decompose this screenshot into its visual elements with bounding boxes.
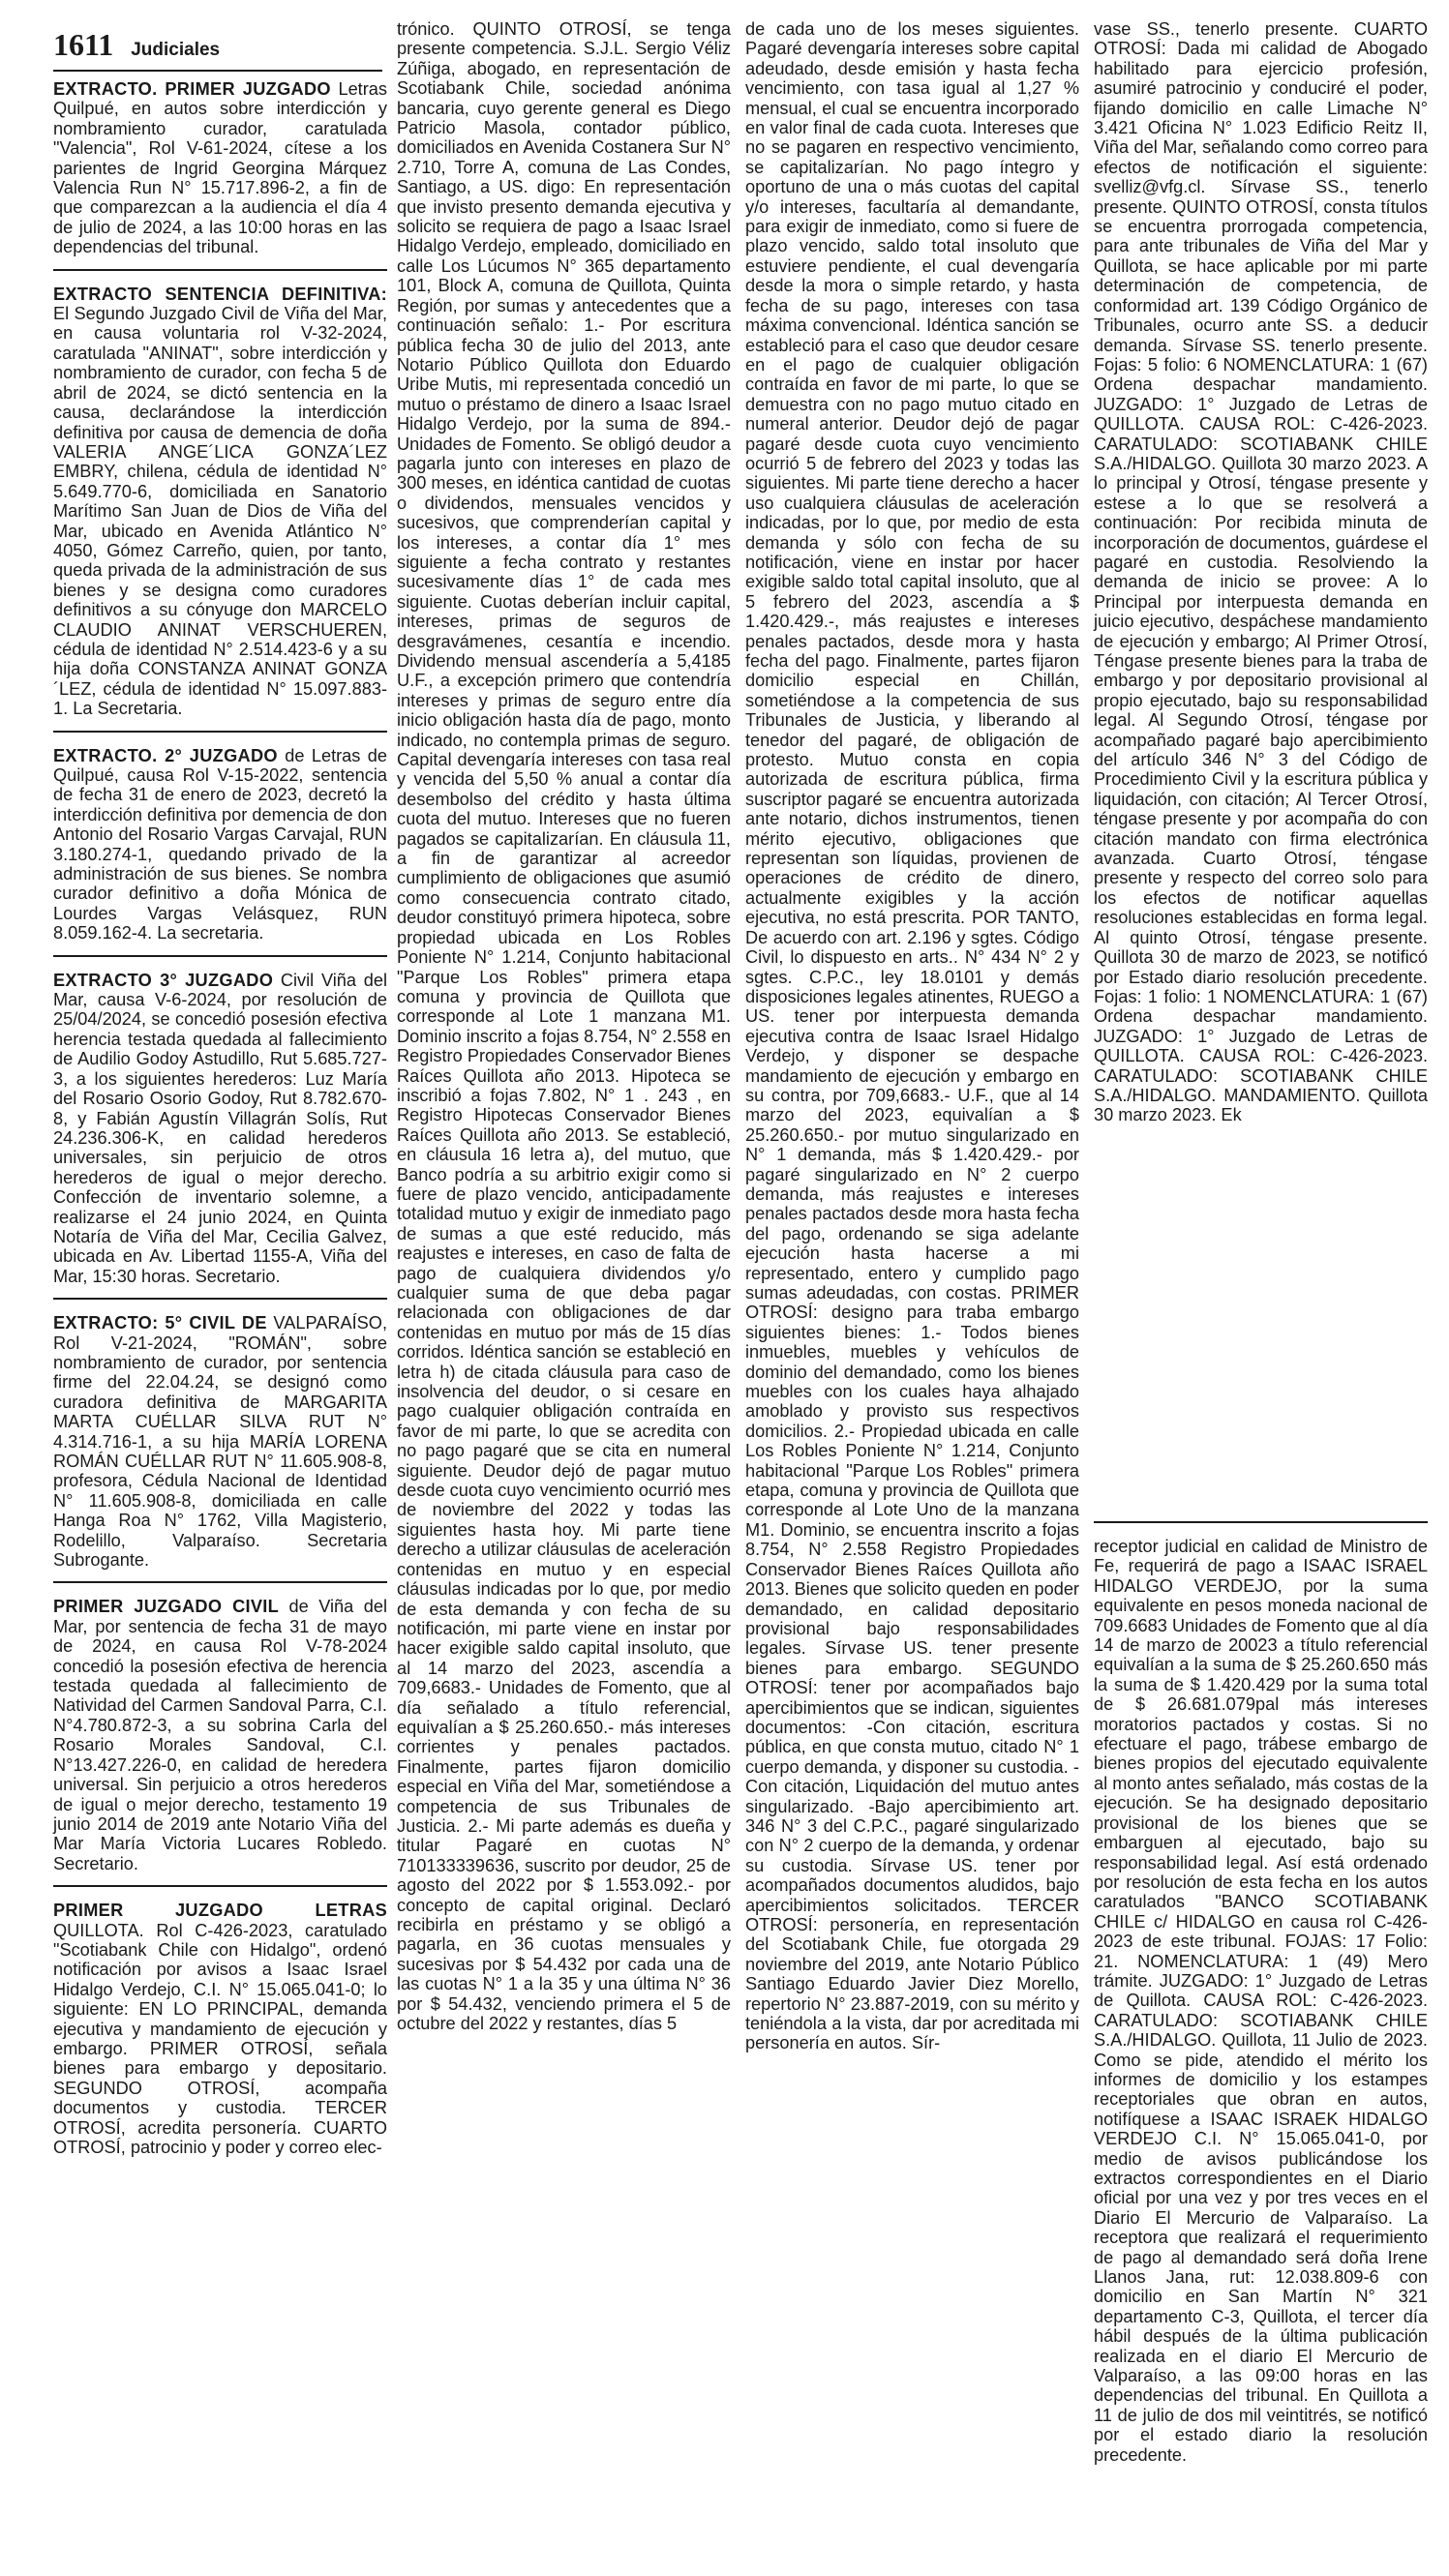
notice-sentencia-definitiva (53, 285, 387, 733)
notice-continuation-text: receptor judicial en calidad de Ministro de Fe, requerirá de pago a ISAAC ISRAEL HIDALGO VERDEJO, por la suma equivalente en pesos moneda nacional de 709.6683 Unidades de Fomento que al día 14 de marzo de 20023 a título referencial equivalían a la suma de $ 25.260.650 más la suma de $ 1.420.429 por la suma total de $ 26.681.079pal más intereses moratorios pactados y costas. Si no efectuare el pago, trábese embargo de bienes propios del ejecutado equivalente al monto antes señalado, más costas de la ejecución. Se ha designado depositario provisional de los bienes que se embarguen al ejecutado, bajo su responsabilidad legal. Así está ordenado por resolución de esta fecha en los autos caratulados "BANCO SCOTIABANK CHILE c/ HIDALGO en causa rol C-426-2023 de este tribunal. FOJAS: 17 Folio: 21. NOMENCLATURA: 1 (49) Mero trámite. JUZGADO: 1° Juzgado de Letras de Quillota. CAUSA ROL: C-426-2023. CARATULADO: SCOTIABANK CHILE S.A./HIDALGO. Quillota, 11 Julio de 2023. Como se pide, atendido el mérito los informes de domicilio y los estampes receptoriales que obran en autos, notifíquese a ISAAC ISRAEK HIDALGO VERDEJO C.I. N° 15.065.041-0, por medio de avisos publicándose los extractos correspondientes en el Diario oficial por una vez y por tres veces en el Diario El Mercurio de Valparaíso. La receptora que realizará el requerimiento de pago al demandado será doña Irene Llanos Jana, rut: 12.038.809-6 con domicilio en San Martín N° 321 departamento C-3, Quillota, el tercer día hábil después de la última publicación realizada en el diario El Mercurio de Valparaíso, a las 09:00 horas en las dependencias del tribunal. En Quillota a 11 de julio de dos mil veintitrés, se notificó por el estado diario la resolución precedente. (1094, 1537, 1428, 2465)
column-4 (1094, 19, 1428, 1125)
notice-primer-juzgado-civil (53, 1597, 387, 1887)
notice-title: EXTRACTO SENTENCIA DEFINITIVA: (53, 284, 387, 304)
column-2 (397, 19, 731, 2033)
notice-5-civil (53, 1313, 387, 1583)
notice-body: Civil Viña del Mar, causa V-6-2024, por resolución de 25/04/2024, se concedió posesión efectiva herencia testada quedada al fallecimiento de Audilio Godoy Astudillo, Rut 5.685.727-3, a los siguientes herederos: Luz María del Rosario Osorio Godoy, Rut 8.782.670-8, y Fabián Agustín Villagrán Solís, Rut 24.236.306-K, en calidad herederos universales, sin perjuicio de otros herederos de igual o mejor derecho. Confección de inventario solemne, a realizarse el 24 junio 2024, en Quinta Notaría de Viña del Mar, Cecilia Galvez, ubicada en Av. Libertad 1155-A, Viña del Mar, 15:30 horas. Secretario. (53, 970, 387, 1286)
notice-body: QUILLOTA. Rol C-426-2023, caratulado "Scotiabank Chile con Hidalgo", ordenó notificación por avisos a Isaac Israel Hidalgo Verdejo, C.I. N° 15.065.041-0; lo siguiente: EN LO PRINCIPAL, demanda ejecutiva y mandamiento de ejecución y embargo. PRIMER OTROSÍ, señala bienes para embargo y depositario. SEGUNDO OTROSÍ, acompaña documentos y custodia. TERCER OTROSÍ, acredita personería. CUARTO OTROSÍ, patrocinio y poder y correo elec- (53, 1920, 387, 2157)
column-1 (53, 79, 387, 2182)
header-rule (53, 70, 382, 72)
notice-title: EXTRACTO 3° JUZGADO (53, 970, 274, 990)
notice-body: El Segundo Juzgado Civil de Viña del Mar, en causa voluntaria rol V-32-2024, caratulada "ANINAT", sobre interdicción y nombramiento de curador, con fecha 5 de abril de 2024, se dictó sentencia en la causa, declarándose la interdicción definitiva por causa de demencia de doña VALERIA ANGE´LICA GONZA´LEZ EMBRY, chilena, cédula de identidad N° 5.649.770-6, domiciliada en Sanatorio Marítimo San Juan de Dios de Viña del Mar, ubicado en Avenida Atlántico N° 4050, Gómez Carreño, quien, por tanto, queda privada de la administración de sus bienes y se designa como curadores definitivos a su cónyuge don MARCELO CLAUDIO ANINAT VERSCHUEREN, cédula de identidad N° 2.514.423-6 y a su hija doña CONSTANZA ANINAT GONZA´LEZ, cédula de identidad N° 15.097.883-1. La Secretaria. (53, 304, 387, 719)
notice-continuation-text: vase SS., tenerlo presente. CUARTO OTROSÍ: Dada mi calidad de Abogado habilitado para ejercicio profesión, asumiré patrocinio y conduciré el poder, fijando domicilio en calle Limache N° 3.421 Oficina N° 1.023 Edificio Reitz II, Viña del Mar, señalando como correo para efectos de notificación el siguiente: svelliz@vfg.cl. Sírvase SS., tenerlo presente. QUINTO OTROSÍ, consta títulos se encuentra prorrogada competencia, para ante tribunales de Viña del Mar y Quillota, se hace aplicable por mi parte determinación de competencia, de conformidad art. 139 Código Orgánico de Tribunales, ocurro ante SS. a deducir demanda. Sírvase SS. tenerlo presente. Fojas: 5 folio: 6 NOMENCLATURA: 1 (67) Ordena despachar mandamiento. JUZGADO: 1° Juzgado de Letras de QUILLOTA. CAUSA ROL: C-426-2023. CARATULADO: SCOTIABANK CHILE S.A./HIDALGO. Quillota 30 marzo 2023. A lo principal y Otrosí, téngase presente y estese a lo que se resolverá a continuación: Por recibida minuta de incorporación de documentos, guárdese el pagaré en custodia. Resolviendo la demanda de inicio se provee: A lo Principal por interpuesta demanda en juicio ejecutivo, despáchese mandamiento de ejecución y embargo; Al Primer Otrosí, Téngase presente bienes para la traba de embargo y por depositario provisional al propio ejecutado, bajo su responsabilidad legal. Al Segundo Otrosí, téngase por acompañado pagaré bajo apercibimiento del artículo 346 N° 3 del Código de Procedimiento Civil y la escritura pública y liquidación, con citación; Al Tercer Otrosí, téngase presente y por acompaña do con citación mandato con firma electrónica avanzada. Cuarto Otrosí, téngase presente y respecto del correo solo para los efectos de notificar aquellas resoluciones establecidas en forma legal. Al quinto Otrosí, téngase presente. Quillota 30 de marzo de 2023, se notificó por Estado diario resolución precedente. Fojas: 1 folio: 1 NOMENCLATURA: 1 (67) Ordena despachar mandamiento. JUZGADO: 1° Juzgado de Letras de QUILLOTA. CAUSA ROL: C-426-2023. CARATULADO: SCOTIABANK CHILE S.A./HIDALGO. MANDAMIENTO. Quillota 30 marzo 2023. Ek (1094, 19, 1428, 1125)
notice-title: EXTRACTO. PRIMER JUZGADO (53, 79, 331, 99)
notice-body: VALPARAÍSO, Rol V-21-2024, "ROMÁN", sobre nombramiento de curador, por sentencia firme del 22.04.24, se designó como curadora definitiva de MARGARITA MARTA CUÉLLAR SILVA RUT N° 4.314.716-1, a su hija MARÍA LORENA ROMÁN CUÉLLAR RUT N° 11.605.908-8, profesora, Cédula Nacional de Identidad N° 11.605.908-8, domiciliada en calle Hanga Roa N° 1762, Villa Magisterio, Rodelillo, Valparaíso. Secretaria Subrogante. (53, 1313, 388, 1571)
notice-primer-juzgado-letras (53, 1901, 387, 2169)
column-5 (1094, 1537, 1428, 2465)
notice-continuation-text: trónico. QUINTO OTROSÍ, se tenga presente competencia. S.J.L. Sergio Véliz Zúñiga, abogado, en representación de Scotiabank Chile, sociedad anónima bancaria, cuyo gerente general es Diego Patricio Masola, contador público, domiciliados en Avenida Costanera Sur N° 2.710, Torre A, comuna de Las Condes, Santiago, a US. digo: En representación que invisto presento demanda ejecutiva y solicito se requiera de pago a Isaac Israel Hidalgo Verdejo, empleado, domiciliado en calle Los Lúcumos N° 365 departamento 101, Block A, comuna de Quillota, Quinta Región, por sumas y antecedentes que a continuación señalo: 1.- Por escritura pública fecha 30 de julio del 2013, ante Notario Público Quillota don Eduardo Uribe Mutis, mi representada concedió un mutuo o préstamo de dinero a Isaac Israel Hidalgo Verdejo, por la suma de 894.- Unidades de Fomento. Se obligó deudor a pagarla junto con intereses en plazo de 300 meses, en idéntica cantidad de cuotas o dividendos, mensuales vencidos y sucesivos, que comprenderían capital y los intereses, a contar día 1° mes siguiente a fecha contrato y restantes sucesivamente días 1° de cada mes siguiente. Cuotas deberían incluir capital, intereses, primas de seguros de desgravámenes, cesantía e incendio. Dividendo mensual ascendería a 5,4185 U.F., a excepción primero que contendría intereses y primas de seguro entre día inicio obligación hasta día de pago, monto indicado, no contempla primas de seguro. Capital devengaría intereses con tasa real y vencida del 5,50 % anual a contar día desembolso del crédito y hasta última cuota del mutuo. Intereses que no fueren pagados se capitalizarían. En cláusula 11, a fin de garantizar al acreedor cumplimiento de obligaciones que asumió como consecuencia contrato citado, deudor constituyó primera hipoteca, sobre propiedad ubicada en Los Robles Poniente N° 1.214, Conjunto habitacional "Parque Los Robles" primera etapa comuna y provincia de Quillota que corresponde al Lote 1 manzana M1. Dominio inscrito a fojas 8.754, N° 2.558 en Registro Propiedades Conservador Bienes Raíces Quillota año 2013. Hipoteca se inscribió a fojas 7.802, N° 1 . 243 , en Registro Hipotecas Conservador Bienes Raíces Quillota año 2013. Se estableció, en cláusula 16 letra a), del mutuo, que Banco podría a su arbitrio exigir como si fuere de plazo vencido, anticipadamente totalidad mutuo y exigir de inmediato pago de sumas a que esté reducido, más reajustes e intereses, en caso de falta de pago de cualquiera dividendos y/o cualquier suma de que deba pagar relacionada con obligaciones de dar contenidas en mutuo por más de 15 días corridos. Idéntica sanción se estableció en letra h) de citada cláusula para caso de insolvencia del deudor, o si cesare en pago cualquier obligación contraída en favor de mi parte, lo que se acredita con no pago pagaré que se cita en numeral siguiente. Deudor dejó de pagar mutuo desde cuota cuyo vencimiento ocurrió mes de noviembre del 2022 y todas las siguientes hasta hoy. Mi parte tiene derecho a utilizar cláusulas de aceleración contenidas en mutuo y en especial cláusulas indicadas por lo que, por medio de esta demanda y con fecha de su notificación, mi parte viene en instar por hacer exigible saldo capital insoluto, que al 14 marzo del 2023, ascendía a 709,6683.- Unidades de Fomento, que al día señalado a título referencial, equivalían a $ 25.260.650.- más intereses corrientes y penales pactados. Finalmente, partes fijaron domicilio especial en Viña del Mar, sometiéndose a competencia de sus Tribunales de Justicia. 2.- Mi parte además es dueña y titular Pagaré en cuotas N° 710133339636, suscrito por deudor, 25 de agosto del 2022 por $ 1.553.092.- por concepto de capital original. Declaró recibirla en préstamo y se obligó a pagarla, en 36 cuotas mensuales y sucesivas por $ 54.432 por cada una de las cuotas N° 1 a la 35 y una última N° 36 por $ 54.432, venciendo primera el 5 de octubre del 2022 y restantes, días 5 (397, 19, 731, 2034)
page-number: 1611 (53, 27, 114, 62)
notice-2-juzgado (53, 746, 387, 957)
notice-body: de Letras de Quilpué, causa Rol V-15-2022, sentencia de fecha 31 de enero de 2023, decretó la interdicción definitiva por demencia de don Antonio del Rosario Vargas Carvajal, RUN 3.180.274-1, quedando privado de la administración de sus bienes. Se nombra curador definitivo a doña Mónica de Lourdes Vargas Velásquez, RUN 8.059.162-4. La secretaria. (53, 745, 388, 944)
notice-continuation-text: de cada uno de los meses siguientes. Pagaré devengaría intereses sobre capital adeudado, desde emisión y hasta fecha vencimiento, con tasa igual al 1,27 % mensual, el cual se encuentra incorporado en valor final de cada cuota. Intereses que no se pagaren en respectivo vencimiento, se capitalizarían. No pago íntegro y oportuno de una o más cuotas del capital y/o intereses, facultaría al demandante, para exigir de inmediato, como si fuere de plazo vencido, saldo total insoluto que estuviere pendiente, el cual devengaría desde la mora o simple retardo, y hasta fecha de su pago, intereses con tasa máxima convencional. Idéntica sanción se estableció para el caso que deudor cesare en el pago de cualquier obligación contraída en favor de mi parte, lo que se demuestra con no pago mutuo citado en numeral anterior. Deudor dejó de pagar pagaré desde cuota cuyo vencimiento ocurrió 5 de febrero del 2023 y todas las siguientes. Mi parte tiene derecho a hacer uso cualquiera cláusulas de aceleración indicadas, por lo que, por medio de esta demanda y sólo con fecha de su notificación, viene en instar por hacer exigible saldo total capital insoluto, que al 5 febrero del 2023, ascendía a $ 1.420.429.-, más reajustes e intereses penales pactados, desde mora y hasta fecha del pago. Finalmente, partes fijaron domicilio especial en Chillán, sometiéndose a la competencia de sus Tribunales de Justicia, y liberando al tenedor del pagaré, de obligación de protesto. Mutuo consta en copia autorizada de escritura pública, firma suscriptor pagaré se encuentra autorizada ante notario, dichos instrumentos, tienen mérito ejecutivo, obligaciones que representan son líquidas, provienen de operaciones de crédito de dinero, actualmente exigibles y la acción ejecutiva, no está prescrita. POR TANTO, De acuerdo con art. 2.196 y sgtes. Código Civil, lo dispuesto en arts.. N° 434 N° 2 y sgtes. C.P.C., ley 18.0101 y demás disposiciones legales atinentes, RUEGO a US. tener por interpuesta demanda ejecutiva contra de Isaac Israel Hidalgo Verdejo, y disponer se despache mandamiento de ejecución y embargo en su contra, por 709,6683.- U.F., que al 14 marzo del 2023, equivalían a $ 25.260.650.- por mutuo singularizado en N° 1 demanda, más $ 1.420.429.- por pagaré singularizado en N° 2 cuerpo demanda, más reajustes e intereses penales pactados desde mora hasta fecha del pago, ordenando se siga adelante ejecución hasta hacerse a mi representado, entero y cumplido pago sumas adeudadas, con costas. PRIMER OTROSÍ: designo para traba embargo siguientes bienes: 1.- Todos bienes inmuebles, muebles y vehículos de dominio del demandado, como los bienes muebles con los cuales haya alhajado amoblado y provisto sus respectivos domicilios. 2.- Propiedad ubicada en calle Los Robles Poniente N° 1.214, Conjunto habitacional "Parque Los Robles" primera etapa, comuna y provincia de Quillota que corresponde al Lote Uno de la manzana M1. Dominio, se encuentra inscrito a fojas 8.754, N° 2.558 Registro Propiedades Conservador Bienes Raíces Quillota año 2013. Bienes que solicito queden en poder demandado, en calidad depositario provisional bajo responsabilidades legales. Sírvase US. tener presente bienes para embargo. SEGUNDO OTROSÍ: tener por acompañados bajo apercibimientos que se indican, siguientes documentos: -Con citación, escritura pública, en que consta mutuo, citado N° 1 cuerpo demanda, y disponer su custodia. -Con citación, Liquidación del mutuo antes singularizado. -Bajo apercibimiento art. 346 N° 3 del C.P.C., pagaré singularizado con N° 2 cuerpo de la demanda, y ordenar su custodia. Sírvase US. tener por acompañados documentos aludidos, bajo apercibimientos solicitados. TERCER OTROSÍ: personería, en representación del Scotiabank Chile, fue otorgada 29 noviembre del 2019, ante Notario Público Santiago Eduardo Javier Diez Morello, repertorio N° 23.887-2019, con su mérito y teniéndola a la vista, dar por acreditada mi personería en autos. Sír- (745, 19, 1079, 2053)
notice-title: EXTRACTO. 2° JUZGADO (53, 745, 278, 765)
column-divider (1094, 1521, 1428, 1523)
notice-title: PRIMER JUZGADO LETRAS (53, 1901, 387, 1921)
notice-title: EXTRACTO: 5° CIVIL DE (53, 1313, 267, 1333)
notice-title: PRIMER JUZGADO CIVIL (53, 1597, 280, 1617)
notice-body: Letras Quilpué, en autos sobre interdicción y nombramiento curador, caratulada "Valencia", Rol V-61-2024, cítese a los parientes de Ingrid Georgina Márquez Valencia Run N° 15.717.896-2, a fin de que comparezcan a la audiencia el día 4 de julio de 2024, a las 10:00 horas en las dependencias del tribunal. (53, 79, 388, 257)
notice-extracto-juzgado-quilpue (53, 79, 387, 271)
notice-body: de Viña del Mar, por sentencia de fecha 31 de mayo de 2024, en causa Rol V-78-2024 concedió la posesión efectiva de herencia testada quedada al fallecimiento de Natividad del Carmen Sandoval Parra, C.I. N°4.780.872-3, a su sobrina Carla del Rosario Morales Sandoval, C.I. N°13.427.226-0, en calidad de heredera universal. Sin perjuicio a otros herederos de igual o mejor derecho, testamento 19 junio 2014 de 2019 ante Notario Viña del Mar María Victoria Lucares Robledo. Secretario. (53, 1597, 388, 1873)
column-3 (745, 19, 1079, 2053)
page-header (53, 27, 220, 66)
section-title: Judiciales (131, 40, 221, 60)
notice-3-juzgado (53, 971, 387, 1301)
